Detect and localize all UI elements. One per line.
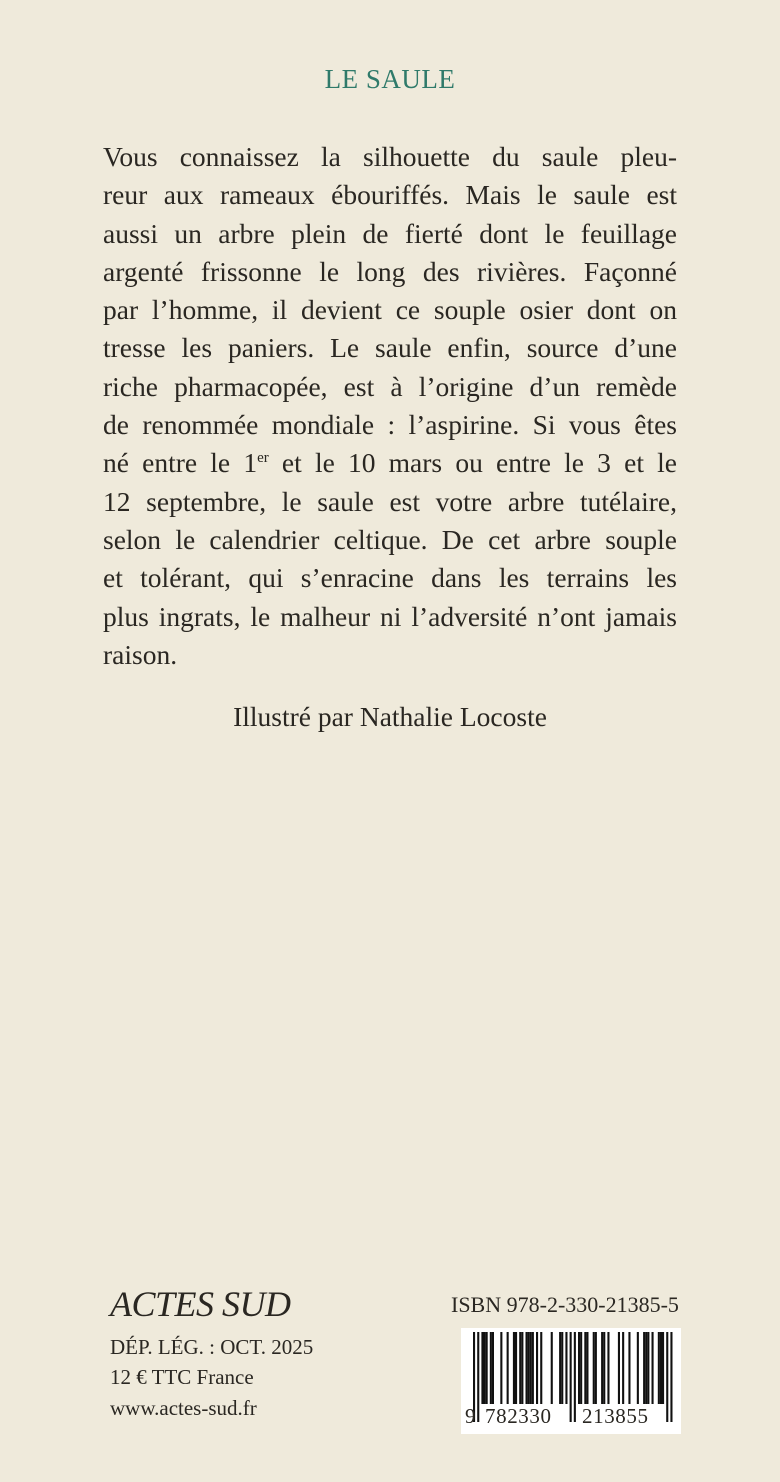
publisher-logo: ACTES SUD xyxy=(110,1284,291,1324)
barcode-bar xyxy=(618,1332,620,1404)
barcode-bar xyxy=(477,1332,479,1422)
barcode-bar xyxy=(486,1332,488,1404)
blurb-line: de renommée mondiale : l’aspirine. Si vous êtes xyxy=(103,409,677,441)
barcode-bar xyxy=(652,1332,654,1404)
legal-deposit: DÉP. LÉG. : OCT. 2025 xyxy=(110,1335,314,1359)
barcode-bar xyxy=(490,1332,492,1404)
isbn-barcode xyxy=(461,1328,681,1434)
barcode-lead-digit: 9 xyxy=(465,1404,477,1428)
barcode-bar xyxy=(643,1332,645,1404)
barcode-bar xyxy=(492,1332,494,1404)
blurb-line: aussi un arbre plein de fierté dont le feuillage xyxy=(103,217,677,249)
barcode-bar xyxy=(500,1332,502,1404)
blurb-line: par l’homme, il devient ce souple osier dont on xyxy=(103,294,677,326)
barcode-bar xyxy=(637,1332,639,1404)
blurb-line: reur aux rameaux ébouriffés. Mais le saule est xyxy=(103,179,677,211)
barcode-bar xyxy=(645,1332,647,1404)
barcode-bar xyxy=(658,1332,660,1404)
barcode-bar xyxy=(561,1332,563,1404)
blurb-line: selon le calendrier celtique. De cet arbre souple xyxy=(103,523,677,555)
blurb-line xyxy=(103,444,677,482)
barcode-bar xyxy=(660,1332,662,1404)
book-title: LE SAULE xyxy=(324,64,456,94)
barcode-bar xyxy=(530,1332,532,1404)
barcode-bar xyxy=(532,1332,534,1404)
illustrator-credit: Illustré par Nathalie Locoste xyxy=(233,701,547,732)
barcode-bar xyxy=(481,1332,483,1404)
barcode-bar xyxy=(528,1332,530,1404)
barcode-bar xyxy=(647,1332,649,1404)
publisher-website: www.actes-sud.fr xyxy=(110,1396,257,1420)
barcode-right-group: 213855 xyxy=(582,1404,649,1428)
blurb-line: 12 septembre, le saule est votre arbre tutélaire, xyxy=(103,485,677,517)
barcode-bar xyxy=(580,1332,582,1404)
isbn-number: ISBN 978-2-330-21385-5 xyxy=(451,1292,679,1317)
barcode-bar xyxy=(526,1332,528,1404)
barcode-bar xyxy=(670,1332,672,1422)
blurb-line: argenté frissonne le long des rivières. Façonné xyxy=(103,255,677,287)
barcode-bar xyxy=(570,1332,572,1422)
barcode-bar xyxy=(607,1332,609,1404)
barcode-bar xyxy=(521,1332,523,1404)
blurb-fragment: et le 10 mars ou entre le 3 et le xyxy=(268,447,677,479)
barcode-bar xyxy=(515,1332,517,1404)
barcode-bar xyxy=(666,1332,668,1422)
barcode-bar xyxy=(603,1332,605,1404)
barcode-bar xyxy=(584,1332,586,1404)
barcode-left-group: 782330 xyxy=(485,1404,552,1428)
back-cover-blurb xyxy=(103,138,677,674)
barcode-bar xyxy=(601,1332,603,1404)
blurb-line: raison. xyxy=(103,638,178,670)
barcode-bar xyxy=(551,1332,553,1404)
barcode-bar xyxy=(628,1332,630,1404)
barcode-bar xyxy=(586,1332,588,1404)
blurb-line: tresse les paniers. Le saule enfin, source d’une xyxy=(103,332,677,364)
price: 12 € TTC France xyxy=(110,1365,254,1389)
barcode-bar xyxy=(513,1332,515,1404)
barcode-bar xyxy=(593,1332,595,1404)
blurb-fragment: né entre le 1 xyxy=(103,447,258,479)
barcode-bar xyxy=(540,1332,542,1404)
barcode-bar xyxy=(595,1332,597,1404)
blurb-line: plus ingrats, le malheur ni l’adversité n’ont jamais xyxy=(103,600,677,632)
blurb-line: Vous connaissez la silhouette du saule pleu- xyxy=(103,141,677,172)
blurb-line: riche pharmacopée, est à l’origine d’un remède xyxy=(103,370,677,402)
barcode-bar xyxy=(565,1332,567,1404)
barcode-bar xyxy=(536,1332,538,1404)
barcode-bar xyxy=(578,1332,580,1404)
barcode-bar xyxy=(574,1332,576,1422)
barcode-bar xyxy=(507,1332,509,1404)
ordinal-superscript: er xyxy=(257,450,269,467)
barcode-bar xyxy=(622,1332,624,1404)
barcode-bar xyxy=(559,1332,561,1404)
barcode-bar xyxy=(484,1332,486,1404)
blurb-line: et tolérant, qui s’enracine dans les terrains les xyxy=(103,562,677,594)
barcode-bar xyxy=(662,1332,664,1404)
barcode-bar xyxy=(519,1332,521,1404)
